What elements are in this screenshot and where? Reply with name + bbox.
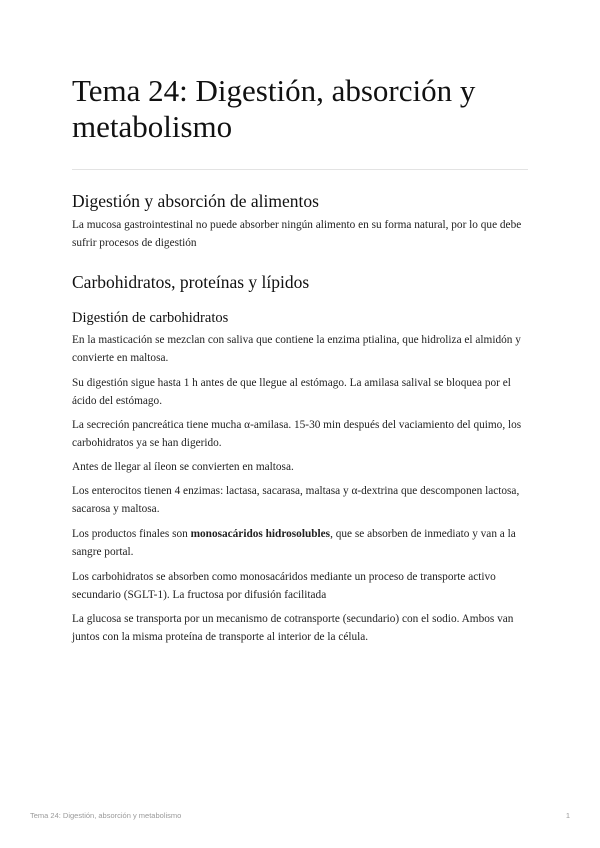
final-products-bold-term: monosacáridos hidrosolubles bbox=[190, 528, 331, 540]
paragraph-mastication: En la masticación se mezclan con saliva que contiene la enzima ptialina, que hidroliza el almidón y convierte en maltosa. bbox=[72, 334, 521, 364]
subheading-carbohydrate-digestion: Digestión de carbohidratos bbox=[72, 310, 229, 326]
section-heading-macronutrients: Carbohidratos, proteínas y lípidos bbox=[72, 272, 310, 292]
paragraph-enterocytes: Los enterocitos tienen 4 enzimas: lactasa, sacarasa, maltasa y α-dextrina que descomponen lactosa, sacarosa y maltosa. bbox=[72, 485, 520, 515]
paragraph-glucose-cotransport: La glucosa se transporta por un mecanismo de cotransporte (secundario) con el sodio. Ambos van juntos con la misma proteína de transporte al interior de la célula. bbox=[72, 613, 514, 643]
final-products-text-end: , que se absorben de inmediato y van a la sangre portal. bbox=[72, 528, 516, 558]
paragraph-absorption: Los carbohidratos se absorben como monosacáridos mediante un proceso de transporte activo secundario (SGLT-1). La fructosa por difusión facilitada bbox=[72, 571, 496, 601]
paragraph-pancreatic-amylase: La secreción pancreática tiene mucha α-amilasa. 15-30 min después del vaciamiento del quimo, los carbohidratos ya se han digerido. bbox=[72, 419, 522, 449]
final-products-text-start: Los productos finales son bbox=[72, 528, 191, 540]
title-divider bbox=[72, 169, 528, 170]
footer-title: Tema 24: Digestión, absorción y metabolismo bbox=[30, 811, 182, 820]
paragraph-ileum: Antes de llegar al íleon se convierten en maltosa. bbox=[72, 461, 294, 473]
page-footer bbox=[30, 811, 570, 820]
paragraph-final-products bbox=[72, 525, 530, 561]
section-heading-digestion: Digestión y absorción de alimentos bbox=[72, 191, 319, 211]
paragraph-intro: La mucosa gastrointestinal no puede absorber ningún alimento en su forma natural, por lo que debe sufrir procesos de digestión bbox=[72, 219, 522, 249]
paragraph-salivary-amylase: Su digestión sigue hasta 1 h antes de que llegue al estómago. La amilasa salival se bloquea por el ácido del estómago. bbox=[72, 377, 511, 407]
document-title: Tema 24: Digestión, absorción y metabolismo bbox=[72, 73, 476, 144]
footer-page-number: 1 bbox=[565, 811, 570, 820]
